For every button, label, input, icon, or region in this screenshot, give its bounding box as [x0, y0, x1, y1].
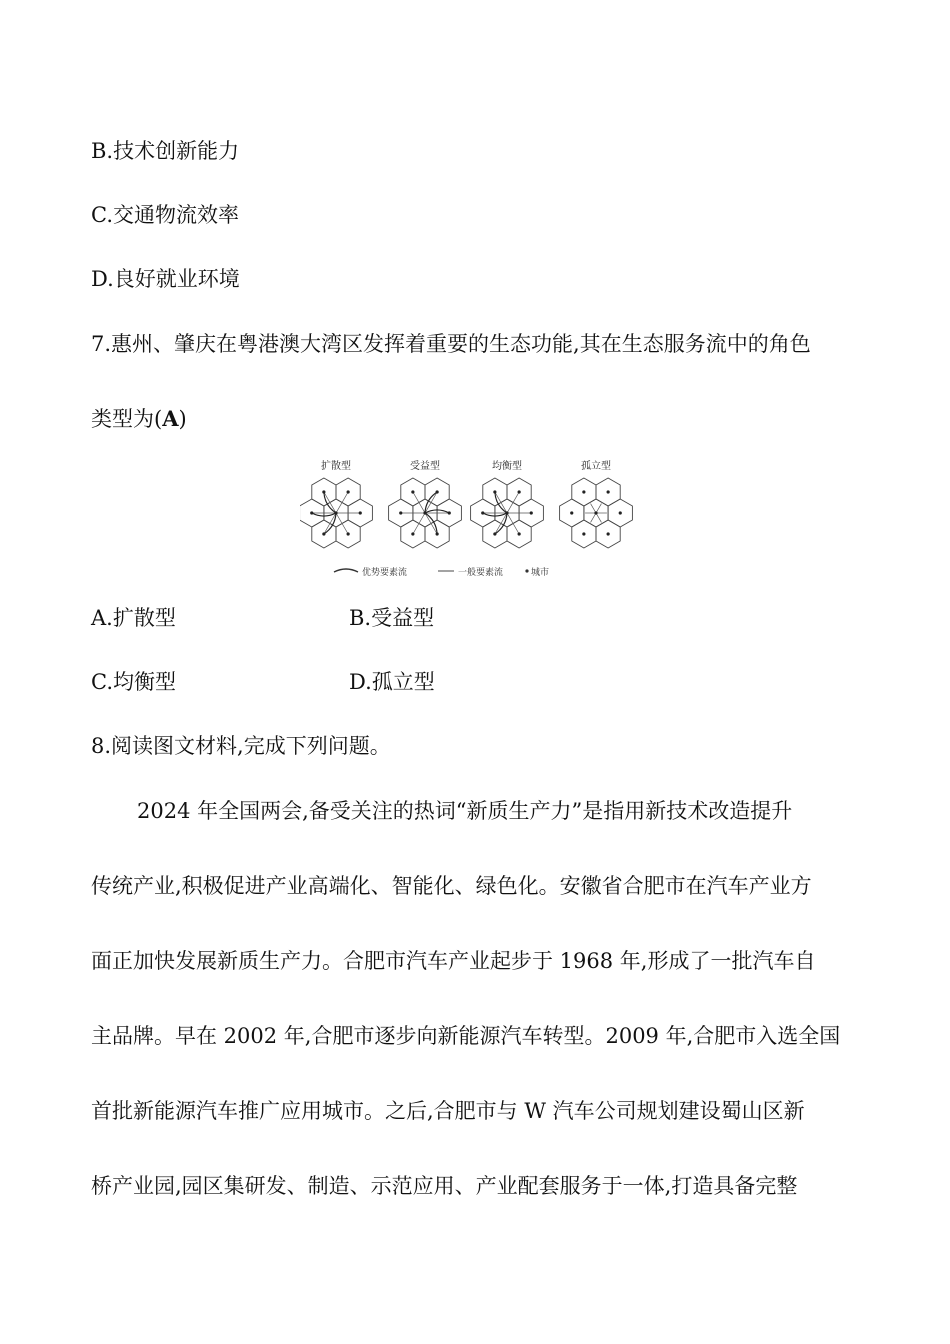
ecosystem-flow-figure — [300, 455, 650, 580]
city-dot — [448, 511, 451, 514]
city-dot — [436, 532, 439, 535]
legend-dominant-label: 优势要素流 — [362, 568, 408, 578]
option-a-diffusion: A.扩散型 — [91, 606, 176, 630]
flow-line — [591, 513, 596, 522]
question-7-line2 — [91, 405, 187, 433]
city-dot — [594, 511, 597, 514]
city-dot — [423, 511, 426, 514]
passage-line-5: 首批新能源汽车推广应用城市。之后,合肥市与 W 汽车公司规划建设蜀山区新 — [91, 1099, 805, 1123]
passage-line-3: 面正加快发展新质生产力。合肥市汽车产业起步于 1968 年,形成了一批汽车自 — [91, 949, 816, 973]
legend-city-dot — [525, 569, 528, 572]
city-dot — [493, 532, 496, 535]
city-dot — [347, 490, 350, 493]
question-7-answer: A — [162, 406, 179, 431]
legend-dominant-arrow — [334, 569, 358, 572]
flow-line — [591, 504, 596, 513]
city-dot — [493, 490, 496, 493]
city-dot — [570, 511, 573, 514]
question-7-line1: 7.惠州、肇庆在粤港澳大湾区发挥着重要的生态功能,其在生态服务流中的角色 — [91, 332, 811, 356]
panel-title: 受益型 — [410, 461, 440, 472]
city-dot — [322, 490, 325, 493]
flow-line — [495, 492, 507, 513]
passage-line-2: 传统产业,积极促进产业高端化、智能化、绿色化。安徽省合肥市在汽车产业方 — [91, 874, 812, 898]
passage-line-4: 主品牌。早在 2002 年,合肥市逐步向新能源汽车转型。2009 年,合肥市入选全国 — [91, 1024, 841, 1048]
flow-line — [507, 492, 519, 513]
option-c-line — [91, 668, 435, 696]
option-b-benefit: B.受益型 — [349, 606, 435, 630]
flow-line — [336, 492, 348, 513]
city-dot — [518, 490, 521, 493]
question-7-prefix: 类型为( — [91, 407, 163, 431]
city-dot — [334, 511, 337, 514]
option-a-line — [91, 604, 435, 632]
city-dot — [518, 532, 521, 535]
panel-4 — [560, 459, 633, 548]
legend-general-label: 一般要素流 — [458, 568, 504, 578]
city-dot — [582, 532, 585, 535]
option-d-isolated: D.孤立型 — [349, 670, 435, 694]
flow-line — [596, 513, 601, 522]
flow-line — [596, 504, 601, 513]
passage-line-1: 2024 年全国两会,备受关注的热词“新质生产力”是指用新技术改造提升 — [137, 799, 793, 823]
city-dot — [322, 532, 325, 535]
question-7-suffix: ) — [178, 407, 187, 431]
flow-line — [413, 492, 425, 513]
legend-city-label: 城市 — [531, 568, 550, 578]
city-dot — [411, 490, 414, 493]
panel-2 — [389, 459, 462, 548]
option-c-balanced: C.均衡型 — [91, 670, 176, 694]
city-dot — [399, 511, 402, 514]
passage-line-6: 桥产业园,园区集研发、制造、示范应用、产业配套服务于一体,打造具备完整 — [91, 1174, 798, 1198]
city-dot — [582, 490, 585, 493]
option-c-text: C.交通物流效率 — [91, 203, 239, 227]
figure-legend — [334, 566, 549, 578]
flow-line — [336, 513, 348, 534]
flow-line — [507, 513, 519, 534]
panel-title: 均衡型 — [492, 461, 522, 472]
flow-line — [425, 513, 437, 534]
flow-line — [413, 513, 425, 534]
city-dot — [310, 511, 313, 514]
city-dot — [505, 511, 508, 514]
panel-3 — [471, 459, 544, 548]
city-dot — [481, 511, 484, 514]
city-dot — [436, 490, 439, 493]
panel-title: 扩散型 — [321, 461, 351, 472]
city-dot — [530, 511, 533, 514]
city-dot — [607, 490, 610, 493]
panel-1 — [300, 459, 372, 548]
option-d-text: D.良好就业环境 — [91, 267, 240, 291]
city-dot — [411, 532, 414, 535]
panel-title: 孤立型 — [581, 461, 611, 472]
option-b-text: B.技术创新能力 — [91, 139, 240, 163]
city-dot — [359, 511, 362, 514]
question-8: 8.阅读图文材料,完成下列问题。 — [91, 734, 391, 758]
city-dot — [607, 532, 610, 535]
flow-line — [324, 492, 336, 513]
city-dot — [347, 532, 350, 535]
city-dot — [619, 511, 622, 514]
